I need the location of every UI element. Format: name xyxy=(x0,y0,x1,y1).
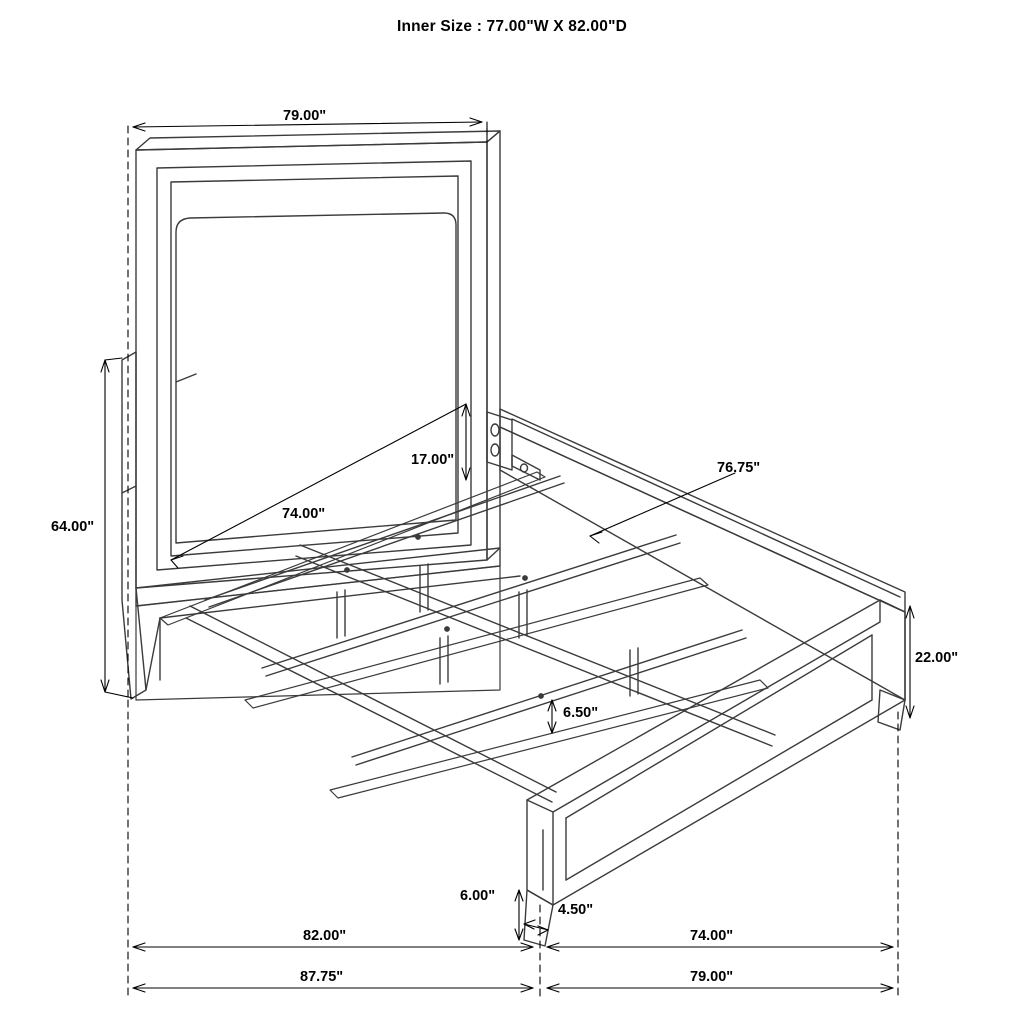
slat-3 xyxy=(352,630,742,757)
headboard-top-edge xyxy=(136,131,500,150)
dim-label-headboard-height: 64.00" xyxy=(51,519,95,535)
footboard-left-leg xyxy=(524,890,553,946)
beam-dot-2 xyxy=(416,535,420,539)
dim-label-panel-inner-width: 74.00" xyxy=(282,506,326,522)
footboard-right-leg xyxy=(878,690,905,730)
dim-label-foot-leg-height: 6.00" xyxy=(460,888,496,904)
arrow-74-inner xyxy=(171,556,183,568)
beam-dot-5 xyxy=(539,694,543,698)
dim-label-headboard-width: 79.00" xyxy=(283,108,327,124)
near-rail-left-corner xyxy=(146,618,160,690)
headboard-inner-panel xyxy=(171,176,458,556)
ext-hh-bottom xyxy=(105,692,133,698)
dim-label-slat-height: 6.50" xyxy=(563,705,599,721)
ext-hh-top xyxy=(105,358,122,360)
footboard-outer xyxy=(527,600,905,905)
page-title: Inner Size : 77.00"W X 82.00"D xyxy=(396,18,628,35)
bracket-tab-bolt xyxy=(521,464,528,472)
far-rail-inner-edge xyxy=(512,419,900,597)
dim-label-footboard-height: 22.00" xyxy=(915,650,959,666)
dim-label-side-rail-length: 76.75" xyxy=(717,460,761,476)
beam-dot-1 xyxy=(345,568,349,572)
headboard-upholstery-insert xyxy=(176,213,456,543)
slat-1 xyxy=(205,476,560,600)
center-rail-lower xyxy=(330,680,768,798)
headboard-insert-detail xyxy=(176,374,196,382)
arrow-7675 xyxy=(590,532,602,543)
headboard-left-post xyxy=(122,352,146,699)
dim-label-overall-left: 87.75" xyxy=(300,969,344,985)
headboard-left-post-line xyxy=(122,486,136,493)
bracket-bolt-lower xyxy=(491,444,499,456)
left-inner-edge-line xyxy=(190,606,556,792)
footboard-left-panel-lines xyxy=(543,818,566,890)
dim-label-depth-right: 74.00" xyxy=(690,928,734,944)
dim-label-depth-left: 82.00" xyxy=(303,928,347,944)
footboard-left-top-edge xyxy=(527,800,553,812)
dim-label-rail-to-panel: 17.00" xyxy=(411,452,455,468)
beam-dot-4 xyxy=(445,627,449,631)
support-leg-5 xyxy=(630,648,638,696)
dim-label-foot-leg-width: 4.50" xyxy=(558,902,594,918)
far-side-rail-face xyxy=(500,427,905,700)
support-leg-3 xyxy=(519,590,527,638)
dim-label-overall-right: 79.00" xyxy=(690,969,734,985)
beam-dot-3 xyxy=(523,576,527,580)
support-leg-4 xyxy=(440,636,448,684)
bracket-bolt-upper xyxy=(491,424,499,436)
